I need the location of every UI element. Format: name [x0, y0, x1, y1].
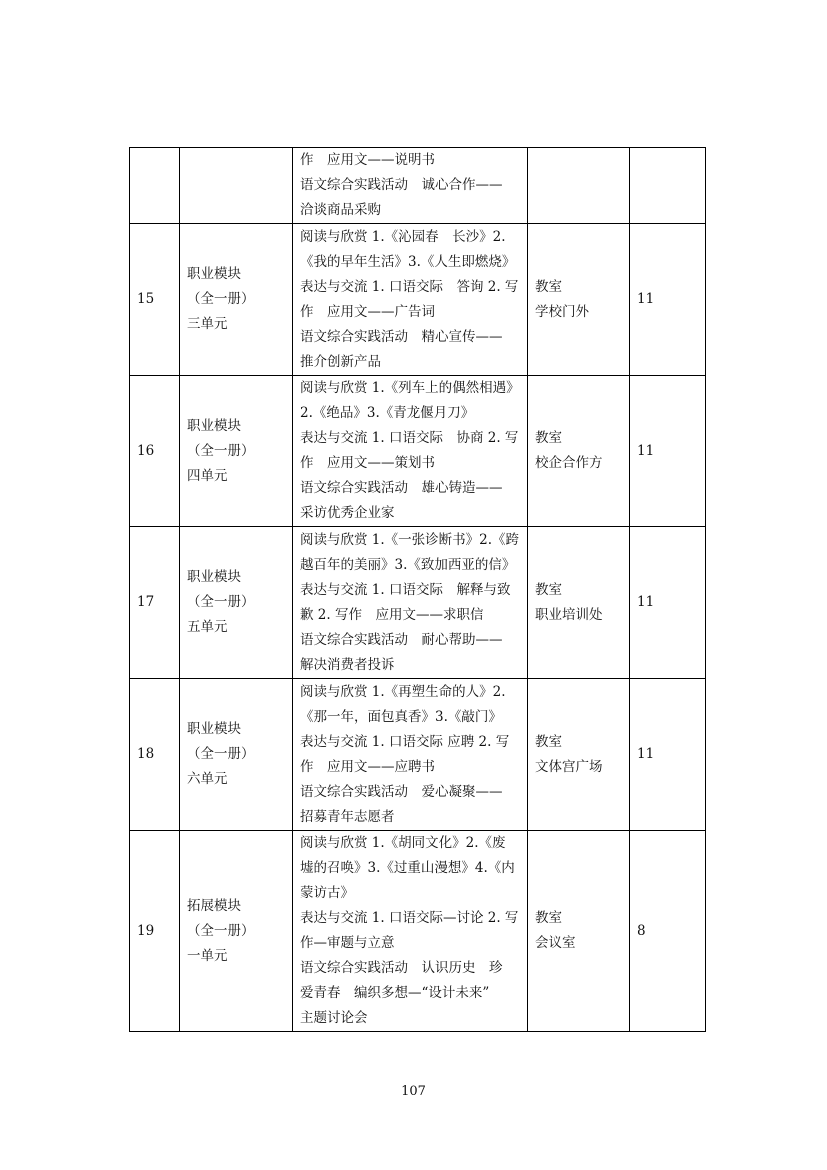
schedule-table	[129, 147, 706, 1032]
content-line: 表达与交流 1. 口语交际 解释与致	[300, 581, 511, 598]
content-line: 招募青年志愿者	[300, 808, 395, 825]
place-line: 学校门外	[535, 303, 589, 320]
table-row	[130, 831, 706, 1032]
content-cell	[293, 376, 528, 527]
module-cell	[180, 376, 293, 527]
place-line: 教室	[535, 430, 562, 446]
module-line: 职业模块	[187, 417, 241, 434]
module-cell	[180, 831, 293, 1032]
unit-number-cell: 15	[130, 224, 180, 376]
unit-number-cell	[130, 148, 180, 224]
module-line: （全一册）	[187, 442, 255, 459]
place-line: 教室	[535, 278, 562, 295]
content-line: 表达与交流 1. 口语交际 协商 2. 写	[300, 430, 519, 446]
place-line: 教室	[535, 910, 562, 926]
content-line: 2.《绝品》3.《青龙偃月刀》	[300, 405, 475, 421]
hours-cell: 11	[630, 224, 706, 376]
module-line: 四单元	[187, 467, 228, 484]
place-cell	[528, 527, 630, 679]
module-line: 职业模块	[187, 266, 241, 282]
unit-number-cell: 18	[130, 679, 180, 831]
unit-number-cell: 17	[130, 527, 180, 679]
content-line: 语文综合实践活动 诚心合作——	[300, 177, 503, 193]
content-line: 作 应用文——策划书	[300, 455, 435, 471]
content-line: 越百年的美丽》3.《致加西亚的信》	[300, 556, 516, 573]
content-line: 阅读与欣赏 1.《列车上的偶然相遇》	[300, 380, 520, 396]
hours-cell: 8	[630, 831, 706, 1032]
hours-cell: 11	[630, 679, 706, 831]
content-line: 语文综合实践活动 认识历史 珍	[300, 960, 503, 976]
content-line: 表达与交流 1. 口语交际 应聘 2. 写	[300, 733, 510, 750]
place-line: 教室	[535, 733, 562, 750]
module-cell	[180, 148, 293, 224]
page-number: 107	[401, 1084, 426, 1099]
content-line: 主题讨论会	[300, 1010, 368, 1026]
content-line: 阅读与欣赏 1.《沁园春 长沙》2.	[300, 228, 506, 245]
module-line: （全一册）	[187, 922, 255, 939]
place-cell	[528, 376, 630, 527]
place-line: 职业培训处	[535, 606, 603, 623]
content-cell	[293, 148, 528, 224]
content-line: 作—审题与立意	[300, 935, 395, 951]
content-line: 表达与交流 1. 口语交际—讨论 2. 写	[300, 910, 519, 926]
place-cell	[528, 679, 630, 831]
content-line: 阅读与欣赏 1.《再塑生命的人》2.	[300, 683, 506, 700]
content-line: 阅读与欣赏 1.《胡同文化》2.《废	[300, 835, 506, 851]
unit-number-cell: 19	[130, 831, 180, 1032]
place-line: 教室	[535, 581, 562, 598]
place-cell	[528, 224, 630, 376]
table-row	[130, 679, 706, 831]
module-cell	[180, 527, 293, 679]
place-line: 文体宫广场	[535, 758, 603, 775]
place-cell	[528, 831, 630, 1032]
place-cell	[528, 148, 630, 224]
table-row	[130, 224, 706, 376]
content-line: 解决消费者投诉	[300, 656, 395, 673]
content-line: 歉 2. 写作 应用文——求职信	[300, 606, 484, 623]
table-row	[130, 527, 706, 679]
place-line: 校企合作方	[535, 455, 603, 471]
module-line: 六单元	[187, 771, 228, 787]
content-line: 语文综合实践活动 耐心帮助——	[300, 631, 503, 648]
content-line: 阅读与欣赏 1.《一张诊断书》2.《跨	[300, 531, 520, 548]
module-line: （全一册）	[187, 291, 255, 307]
content-line: 蒙访古》	[300, 885, 354, 901]
module-line: 职业模块	[187, 721, 241, 737]
table-row	[130, 376, 706, 527]
content-line: 表达与交流 1. 口语交际 答询 2. 写	[300, 278, 519, 295]
content-line: 采访优秀企业家	[300, 505, 395, 521]
hours-cell	[630, 148, 706, 224]
module-line: 五单元	[187, 619, 228, 635]
module-cell	[180, 224, 293, 376]
module-cell	[180, 679, 293, 831]
module-line: 三单元	[187, 316, 228, 332]
hours-cell: 11	[630, 376, 706, 527]
content-line: 作 应用文——广告词	[300, 303, 435, 320]
content-line: 洽谈商品采购	[300, 202, 381, 218]
content-line: 语文综合实践活动 精心宣传——	[300, 328, 503, 345]
content-line: 《那一年，面包真香》3.《敲门》	[300, 708, 502, 725]
module-line: 拓展模块	[187, 897, 241, 914]
content-cell	[293, 831, 528, 1032]
content-cell	[293, 224, 528, 376]
content-cell	[293, 679, 528, 831]
module-line: 一单元	[187, 947, 228, 964]
content-line: 语文综合实践活动 雄心铸造——	[300, 480, 503, 496]
content-line: 墟的召唤》3.《过重山漫想》4.《内	[300, 860, 515, 876]
table-row	[130, 148, 706, 224]
content-line: 《我的早年生活》3.《人生即燃烧》	[300, 253, 516, 270]
content-line: 语文综合实践活动 爱心凝聚——	[300, 783, 503, 800]
content-cell	[293, 527, 528, 679]
schedule-table-body	[130, 148, 706, 1032]
hours-cell: 11	[630, 527, 706, 679]
content-line: 作 应用文——说明书	[300, 152, 435, 168]
content-line: 爱青春 编织多想—“设计未来”	[300, 985, 490, 1001]
module-line: （全一册）	[187, 746, 255, 762]
module-line: （全一册）	[187, 594, 255, 610]
content-line: 推介创新产品	[300, 353, 381, 370]
content-line: 作 应用文——应聘书	[300, 758, 435, 775]
place-line: 会议室	[535, 935, 576, 951]
unit-number-cell: 16	[130, 376, 180, 527]
module-line: 职业模块	[187, 569, 241, 585]
